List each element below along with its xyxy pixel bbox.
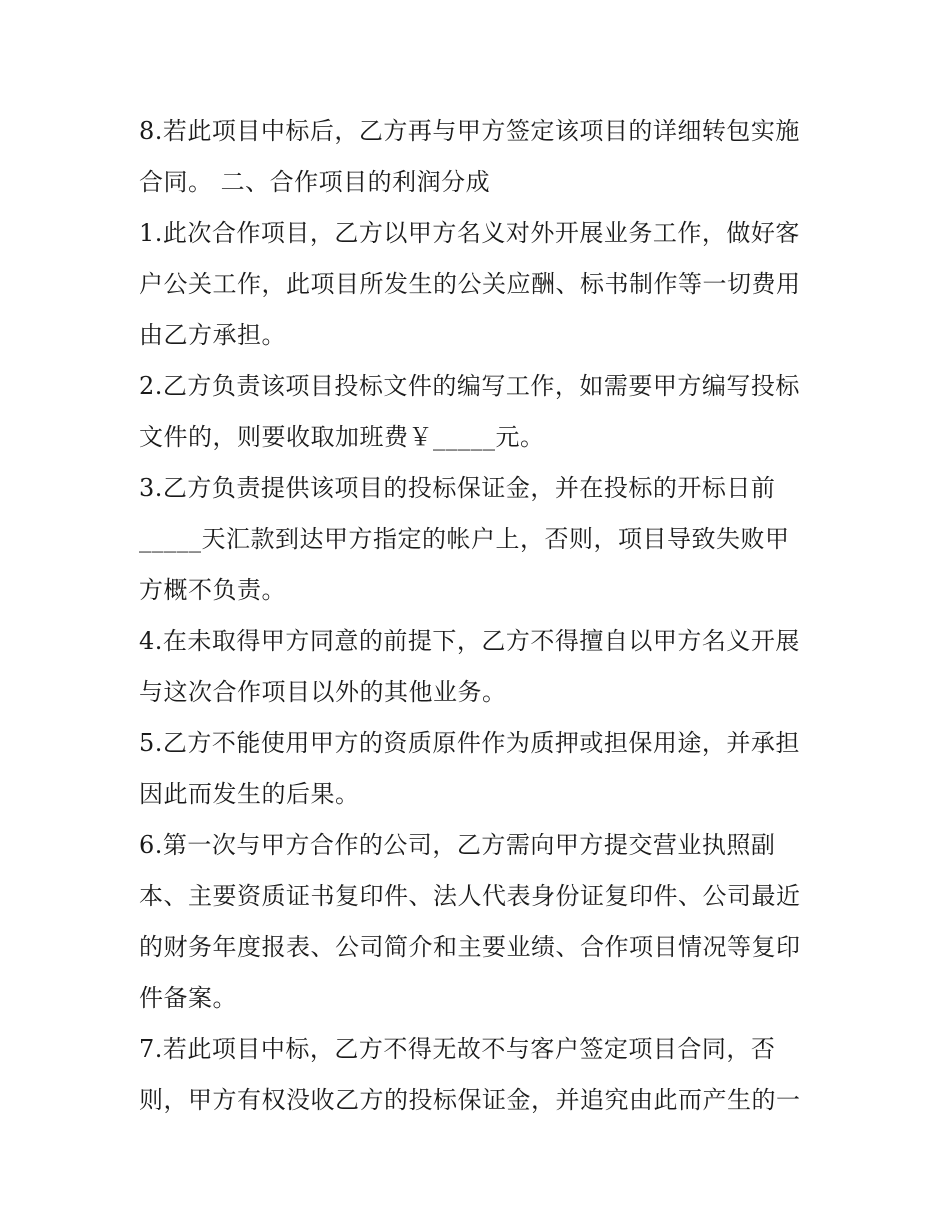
text-line: 1.此次合作项目，乙方以甲方名义对外开展业务工作，做好客 <box>139 219 800 247</box>
text-line: 3.乙方负责提供该项目的投标保证金，并在投标的开标日前 <box>139 474 776 502</box>
text-line: 由乙方承担。 <box>139 321 286 349</box>
text-line: 因此而发生的后果。 <box>139 780 360 808</box>
text-line: 户公关工作，此项目所发生的公关应酬、标书制作等一切费用 <box>139 270 801 298</box>
text-line: 8.若此项目中标后，乙方再与甲方签定该项目的详细转包实施 <box>139 117 800 145</box>
text-line: 6.第一次与甲方合作的公司，乙方需向甲方提交营业执照副 <box>139 831 776 859</box>
text-line: 文件的，则要收取加班费￥_____元。 <box>139 423 545 451</box>
text-line: 7.若此项目中标，乙方不得无故不与客户签定项目合同，否 <box>139 1035 776 1063</box>
text-line: 4.在未取得甲方同意的前提下，乙方不得擅自以甲方名义开展 <box>139 627 800 655</box>
text-line: 的财务年度报表、公司简介和主要业绩、合作项目情况等复印 <box>139 933 801 961</box>
text-line: 2.乙方负责该项目投标文件的编写工作，如需要甲方编写投标 <box>139 372 800 400</box>
text-line: 本、主要资质证书复印件、法人代表身份证复印件、公司最近 <box>139 882 801 910</box>
text-line: 与这次合作项目以外的其他业务。 <box>139 678 507 706</box>
text-line: 方概不负责。 <box>139 576 286 604</box>
text-line: 5.乙方不能使用甲方的资质原件作为质押或担保用途，并承担 <box>139 729 800 757</box>
text-line: _____天汇款到达甲方指定的帐户上，否则，项目导致失败甲 <box>139 525 790 553</box>
document-body <box>139 106 819 1126</box>
text-line: 合同。 二、合作项目的利润分成 <box>139 168 491 196</box>
text-line: 则，甲方有权没收乙方的投标保证金，并追究由此而产生的一 <box>139 1086 801 1114</box>
text-line: 件备案。 <box>139 984 237 1012</box>
